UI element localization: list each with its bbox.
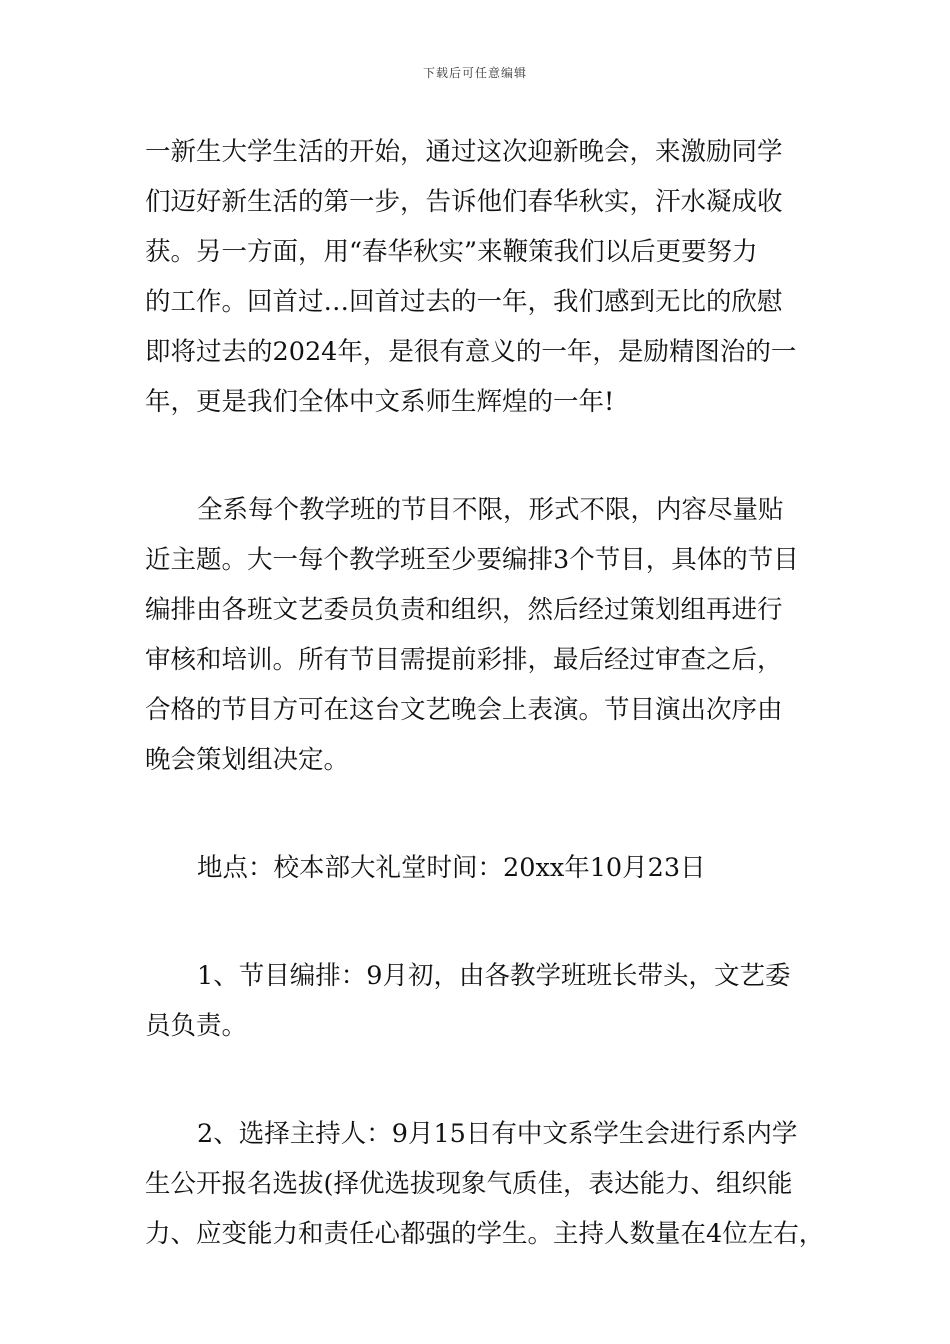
paragraph-gap: [145, 785, 813, 843]
text-line: 的工作。回首过…回首过去的一年，我们感到无比的欣慰: [145, 287, 783, 317]
text-line: 合格的节目方可在这台文艺晚会上表演。节目演出次序由: [145, 695, 783, 725]
paragraph-intro: [145, 127, 813, 427]
paragraph-program-rules: [145, 485, 813, 785]
text-line: 生公开报名选拔(择优选拔现象气质佳，表达能力、组织能: [145, 1169, 793, 1199]
text-line: 2、选择主持人：9月15日有中文系学生会进行系内学: [197, 1119, 798, 1149]
text-line: 审核和培训。所有节目需提前彩排，最后经过审查之后，: [145, 645, 783, 675]
paragraph-gap: [145, 893, 813, 951]
paragraph-venue-time: [145, 843, 813, 893]
page-header: 下载后可任意编辑: [422, 66, 527, 80]
text-line: 力、应变能力和责任心都强的学生。主持人数量在4位左右，: [145, 1219, 825, 1249]
paragraph-gap: [145, 427, 813, 485]
document-body: [145, 127, 825, 1259]
text-line: 编排由各班文艺委员负责和组织，然后经过策划组再进行: [145, 595, 783, 625]
text-line: 即将过去的2024年，是很有意义的一年，是励精图治的一: [145, 337, 797, 367]
text-line: 员负责。: [145, 1011, 248, 1041]
text-line: 近主题。大一每个教学班至少要编排3个节目，具体的节目: [145, 545, 799, 575]
text-line: 获。另一方面，用“春华秋实”来鞭策我们以后更要努力: [145, 237, 758, 267]
text-line: 地点：校本部大礼堂时间：20xx年10月23日: [197, 853, 706, 883]
paragraph-gap: [145, 1051, 813, 1109]
text-line: 一新生大学生活的开始，通过这次迎新晚会，来激励同学: [145, 137, 783, 167]
paragraph-step-1: [145, 951, 813, 1051]
text-line: 1、节目编排：9月初，由各教学班班长带头，文艺委: [197, 961, 791, 991]
text-line: 晚会策划组决定。: [145, 745, 350, 775]
paragraph-step-2: [145, 1109, 825, 1259]
text-line: 全系每个教学班的节目不限，形式不限，内容尽量贴: [197, 495, 784, 525]
text-line: 们迈好新生活的第一步，告诉他们春华秋实，汗水凝成收: [145, 187, 783, 217]
text-line: 年，更是我们全体中文系师生辉煌的一年!: [145, 387, 615, 417]
